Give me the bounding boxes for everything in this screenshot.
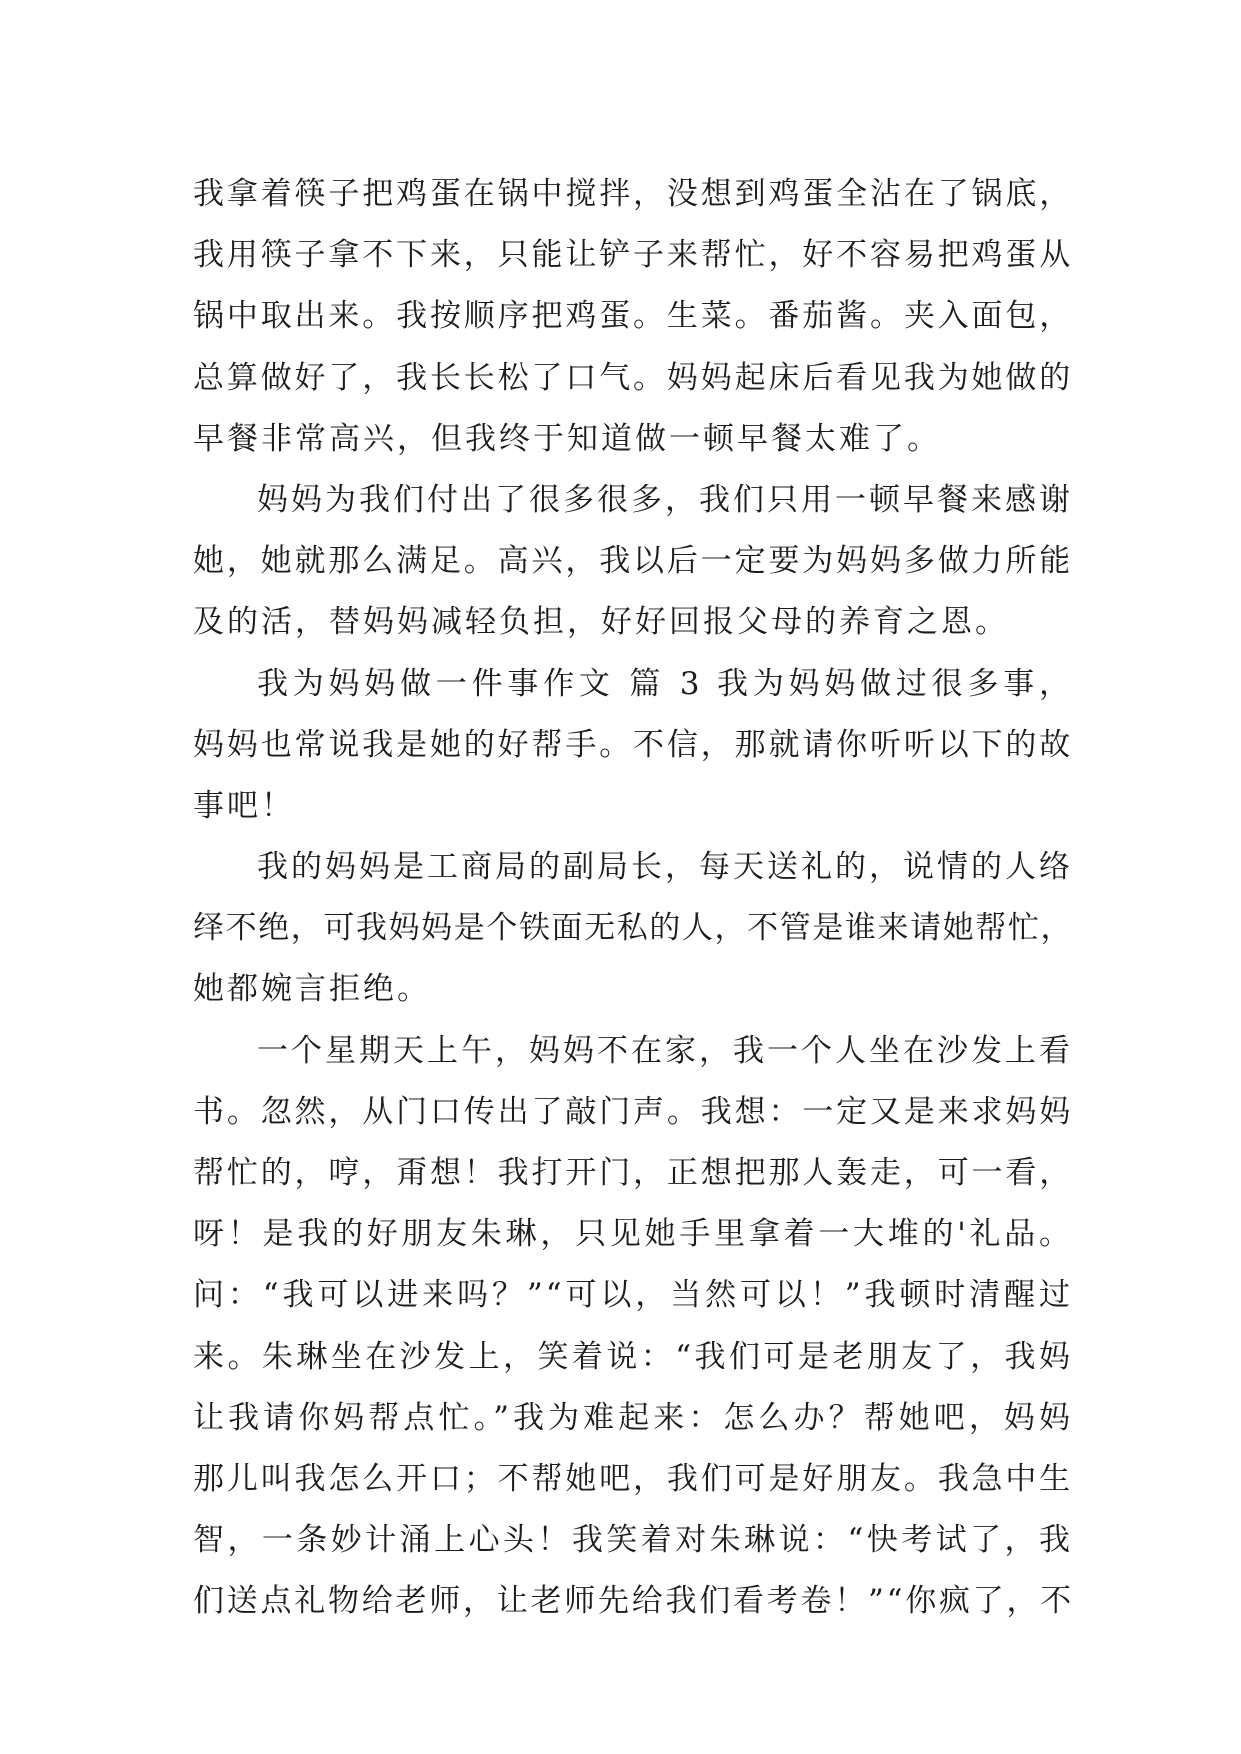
text-line: 帮忙的，哼，甭想！我打开门，正想把那人轰走，可一看， — [193, 1155, 1073, 1191]
text-line: 我用筷子拿不下来，只能让铲子来帮忙，好不容易把鸡蛋从 — [193, 237, 1073, 274]
text-line: 总算做好了，我长长松了口气。妈妈起床后看见我为她做的 — [193, 359, 1073, 396]
text-line: 她，她就那么满足。高兴，我以后一定要为妈妈多做力所能 — [193, 543, 1073, 580]
text-line: 妈妈为我们付出了很多很多，我们只用一顿早餐来感谢 — [257, 481, 1073, 518]
text-line: 们送点礼物给老师，让老师先给我们看考卷！”“你疯了，不 — [193, 1583, 1074, 1620]
text-line: 及的活，替妈妈减轻负担，好好回报父母的养育之恩。 — [193, 604, 1009, 641]
text-line: 我拿着筷子把鸡蛋在锅中搅拌，没想到鸡蛋全沾在了锅底， — [193, 176, 1073, 212]
text-line: 让我请你妈帮点忙。”我为难起来：怎么办？帮她吧，妈妈 — [193, 1399, 1073, 1436]
text-line: 锅中取出来。我按顺序把鸡蛋。生菜。番茄酱。夹入面包， — [193, 298, 1073, 335]
text-line: 那儿叫我怎么开口；不帮她吧，我们可是好朋友。我急中生 — [193, 1460, 1073, 1497]
text-line: 妈妈也常说我是她的好帮手。不信，那就请你听听以下的故 — [193, 726, 1073, 763]
essay-text-body — [193, 164, 1073, 1633]
text-line: 问：“我可以进来吗？”“可以，当然可以！”我顿时清醒过 — [193, 1277, 1073, 1314]
text-line: 一个星期天上午，妈妈不在家，我一个人坐在沙发上看 — [257, 1032, 1073, 1069]
text-line: 她都婉言拒绝。 — [193, 971, 431, 1008]
text-line: 绎不绝，可我妈妈是个铁面无私的人，不管是谁来请她帮忙， — [193, 910, 1073, 947]
text-line: 事吧！ — [193, 787, 295, 824]
text-line: 智，一条妙计涌上心头！我笑着对朱琳说：“快考试了，我 — [193, 1522, 1073, 1559]
text-line: 书。忽然，从门口传出了敲门声。我想：一定又是来求妈妈 — [193, 1093, 1073, 1130]
text-line: 呀！是我的好朋友朱琳，只见她手里拿着一大堆的'礼品。 — [193, 1216, 1073, 1253]
text-line: 我的妈妈是工商局的副局长，每天送礼的，说情的人络 — [257, 849, 1073, 886]
text-line: 早餐非常高兴，但我终于知道做一顿早餐太难了。 — [193, 420, 941, 457]
text-line: 我为妈妈做一件事作文 篇 3 我为妈妈做过很多事， — [257, 665, 1073, 702]
text-line: 来。朱琳坐在沙发上，笑着说：“我们可是老朋友了，我妈 — [193, 1338, 1073, 1375]
